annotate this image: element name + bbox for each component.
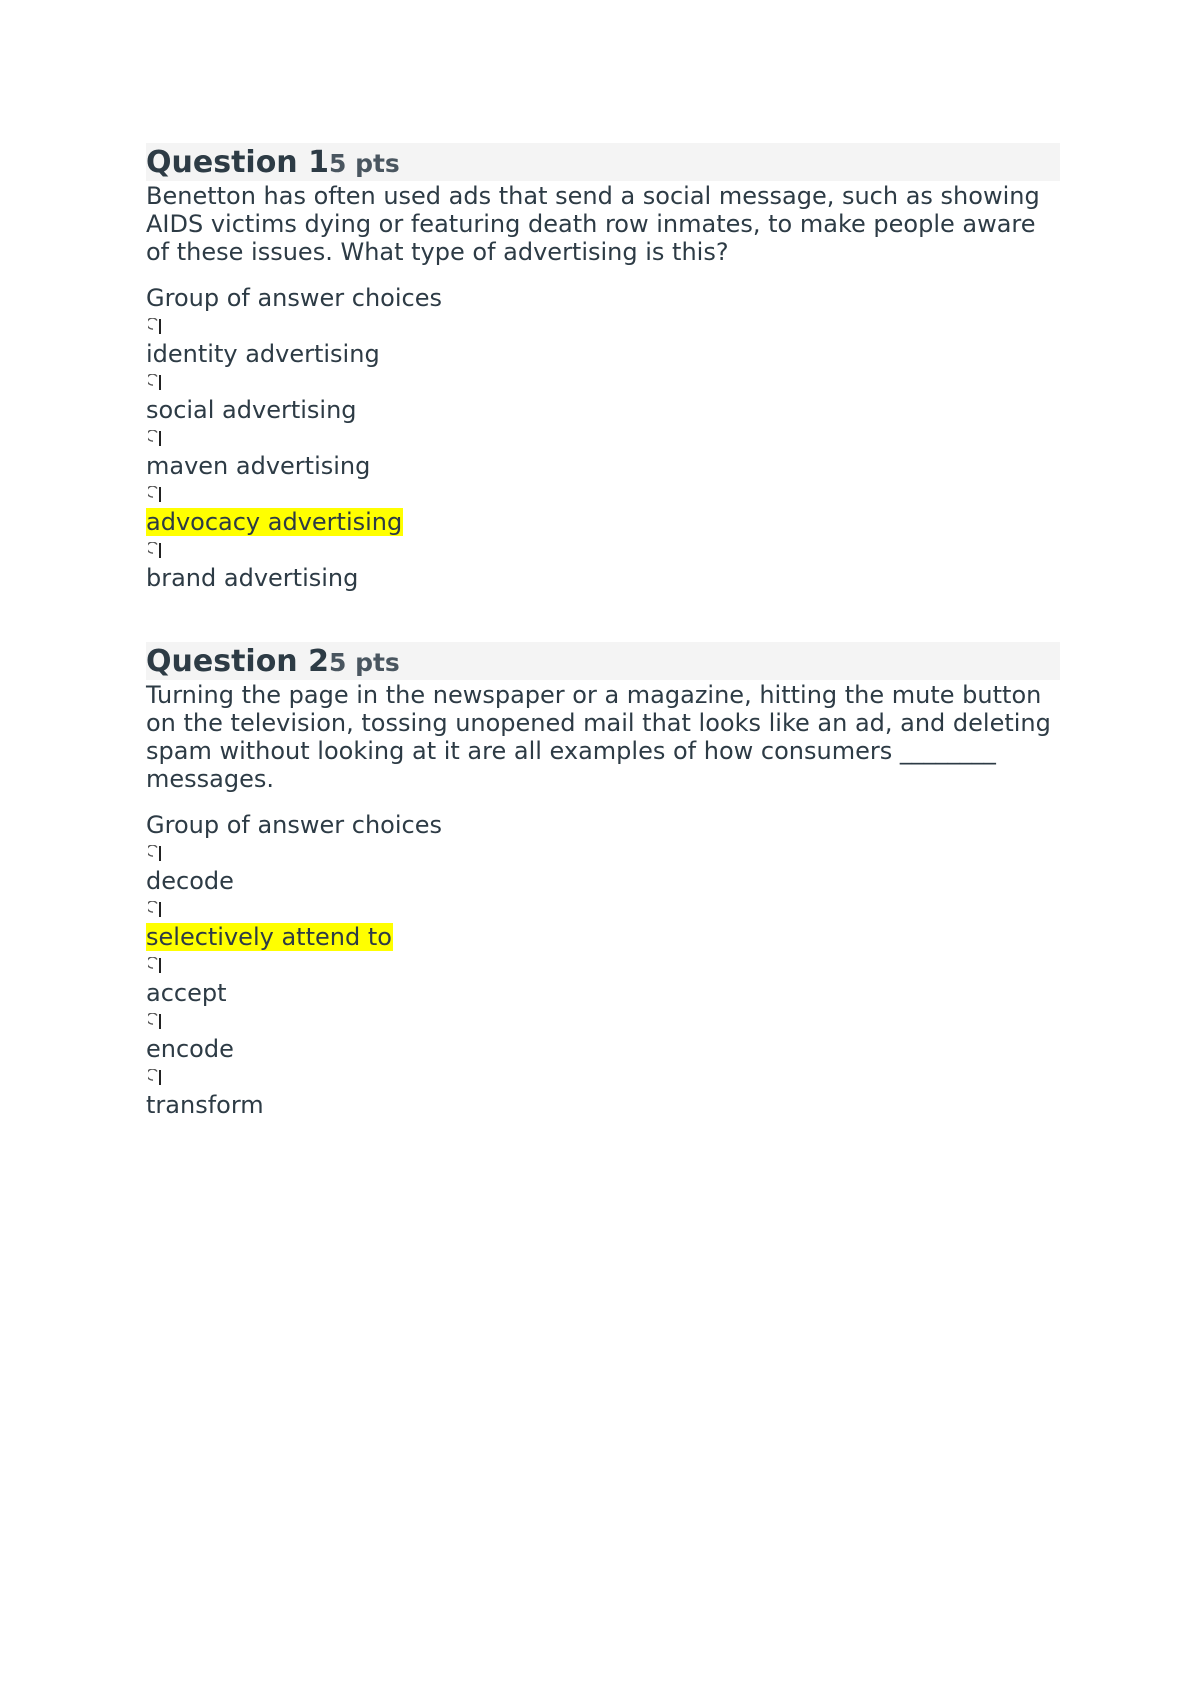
- radio-icon[interactable]: [146, 1007, 1060, 1035]
- radio-icon[interactable]: [146, 951, 1060, 979]
- radio-icon[interactable]: [146, 536, 1060, 564]
- answer-group-label: Group of answer choices: [146, 811, 442, 839]
- answer-choice[interactable]: [146, 424, 1060, 480]
- answer-choice[interactable]: [146, 480, 1060, 536]
- choice-label: brand advertising: [146, 564, 359, 592]
- question-header: [146, 642, 1060, 680]
- answer-choice[interactable]: [146, 951, 1060, 1007]
- choice-label: accept: [146, 979, 227, 1007]
- answer-group-label: Group of answer choices: [146, 284, 442, 312]
- radio-icon[interactable]: [146, 368, 1060, 396]
- radio-icon[interactable]: [146, 480, 1060, 508]
- choice-label: decode: [146, 867, 234, 895]
- choice-label-highlighted: selectively attend to: [146, 923, 392, 951]
- answer-choice[interactable]: [146, 368, 1060, 424]
- question-text: Turning the page in the newspaper or a magazine, hitting the mute button on the television, tossing unopened mail that looks like an ad, and deleting spam without looking at it are all examples of how consumers ________ messages.: [146, 681, 1051, 793]
- question-points: 5 pts: [328, 648, 400, 677]
- radio-icon[interactable]: [146, 312, 1060, 340]
- question-points: 5 pts: [328, 149, 400, 178]
- choice-label: transform: [146, 1091, 264, 1119]
- answer-choices: [146, 839, 1060, 1119]
- choice-label: encode: [146, 1035, 234, 1063]
- question-title: Question 2: [146, 644, 329, 679]
- question-text: Benetton has often used ads that send a social message, such as showing AIDS victims dying or featuring death row inmates, to make people aware of these issues. What type of advertising is this?: [146, 182, 1040, 266]
- question-header: [146, 143, 1060, 181]
- radio-icon[interactable]: [146, 895, 1060, 923]
- choice-label-highlighted: advocacy advertising: [146, 508, 403, 536]
- answer-choice[interactable]: [146, 839, 1060, 895]
- choice-label: maven advertising: [146, 452, 371, 480]
- answer-choice[interactable]: [146, 312, 1060, 368]
- answer-choices: [146, 312, 1060, 592]
- answer-choice[interactable]: [146, 1063, 1060, 1119]
- choice-label: identity advertising: [146, 340, 380, 368]
- question-1: [146, 143, 1060, 592]
- answer-choice[interactable]: [146, 1007, 1060, 1063]
- answer-choice[interactable]: [146, 536, 1060, 592]
- quiz-page: [146, 143, 1060, 1169]
- radio-icon[interactable]: [146, 424, 1060, 452]
- radio-icon[interactable]: [146, 1063, 1060, 1091]
- answer-choice[interactable]: [146, 895, 1060, 951]
- question-2: [146, 642, 1060, 1119]
- choice-label: social advertising: [146, 396, 357, 424]
- question-title: Question 1: [146, 145, 329, 180]
- radio-icon[interactable]: [146, 839, 1060, 867]
